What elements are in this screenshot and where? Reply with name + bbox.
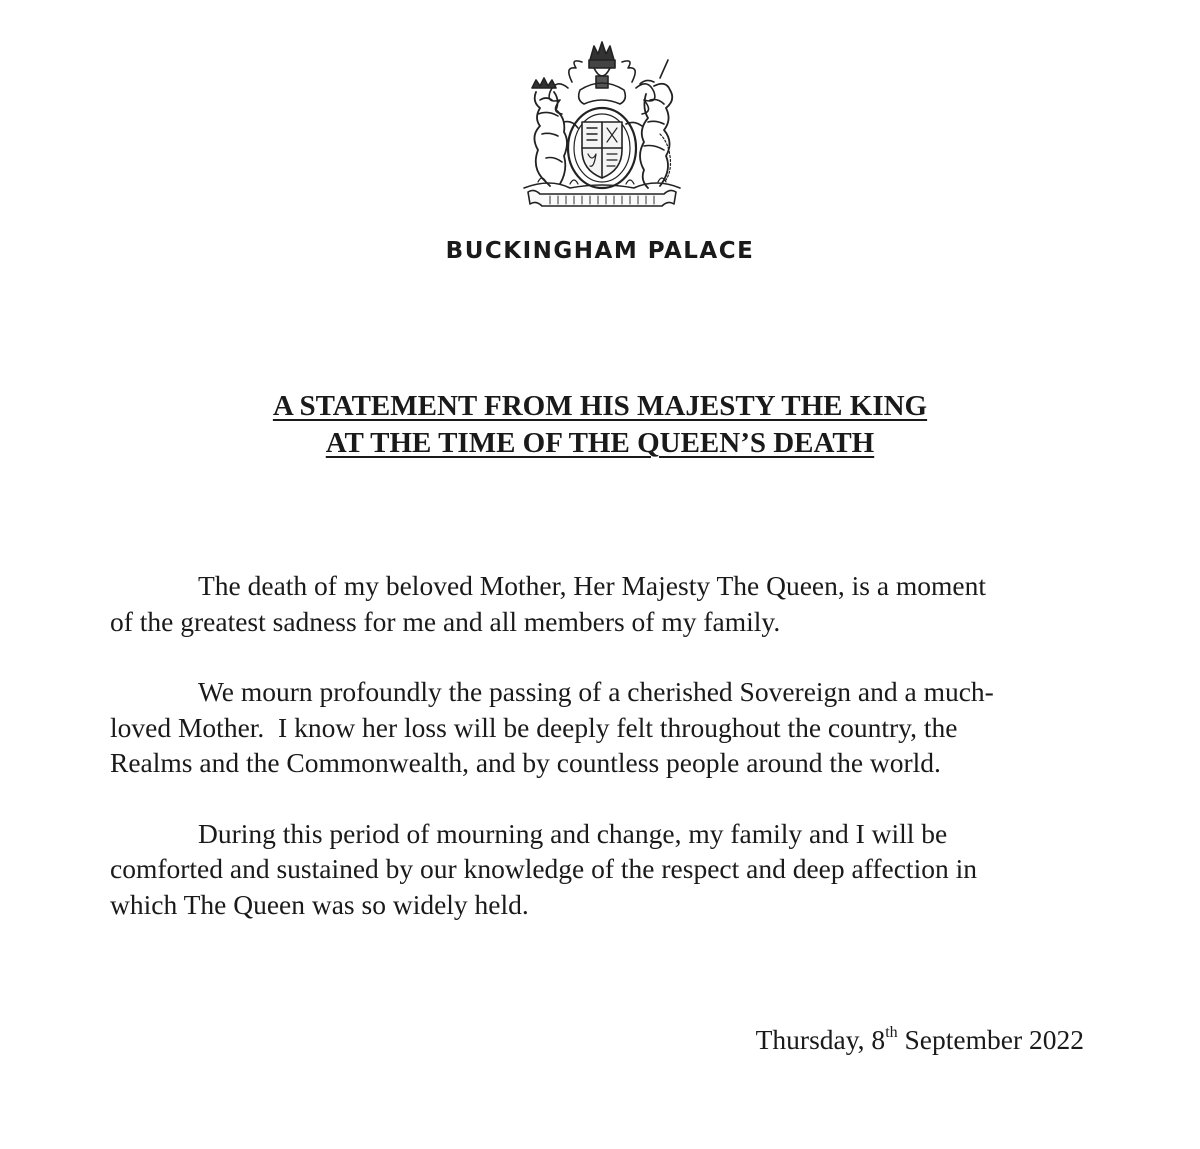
statement-date (756, 1024, 1084, 1056)
letterhead-title: BUCKINGHAM PALACE (445, 238, 755, 264)
paragraph-line: comforted and sustained by our knowledge of the respect and deep affection in (110, 853, 977, 884)
paragraph-3 (110, 816, 1085, 923)
date-ordinal: th (885, 1024, 898, 1041)
royal-coat-of-arms-icon (510, 38, 694, 210)
paragraph-line: which The Queen was so widely held. (110, 888, 529, 920)
paragraph-2 (110, 674, 1085, 781)
paragraph-line: We mourn profoundly the passing of a cherished Sovereign and a much- (198, 676, 994, 707)
statement-body (110, 568, 1085, 957)
heading-line-2: AT THE TIME OF THE QUEEN’S DEATH (325, 427, 875, 459)
date-suffix: September 2022 (897, 1024, 1084, 1055)
paragraph-line: Realms and the Commonwealth, and by countless people around the world. (110, 747, 941, 778)
heading-line-1: A STATEMENT FROM HIS MAJESTY THE KING (272, 390, 928, 422)
paragraph-line: loved Mother. I know her loss will be deeply felt throughout the country, the (110, 711, 958, 743)
paragraph-1 (110, 568, 1085, 639)
statement-heading (0, 388, 1200, 462)
paragraph-line: of the greatest sadness for me and all members of my family. (110, 605, 781, 637)
paragraph-line: The death of my beloved Mother, Her Majesty The Queen, is a moment (198, 570, 987, 601)
paragraph-line: During this period of mourning and change, my family and I will be (198, 817, 948, 849)
date-prefix: Thursday, 8 (755, 1024, 886, 1055)
